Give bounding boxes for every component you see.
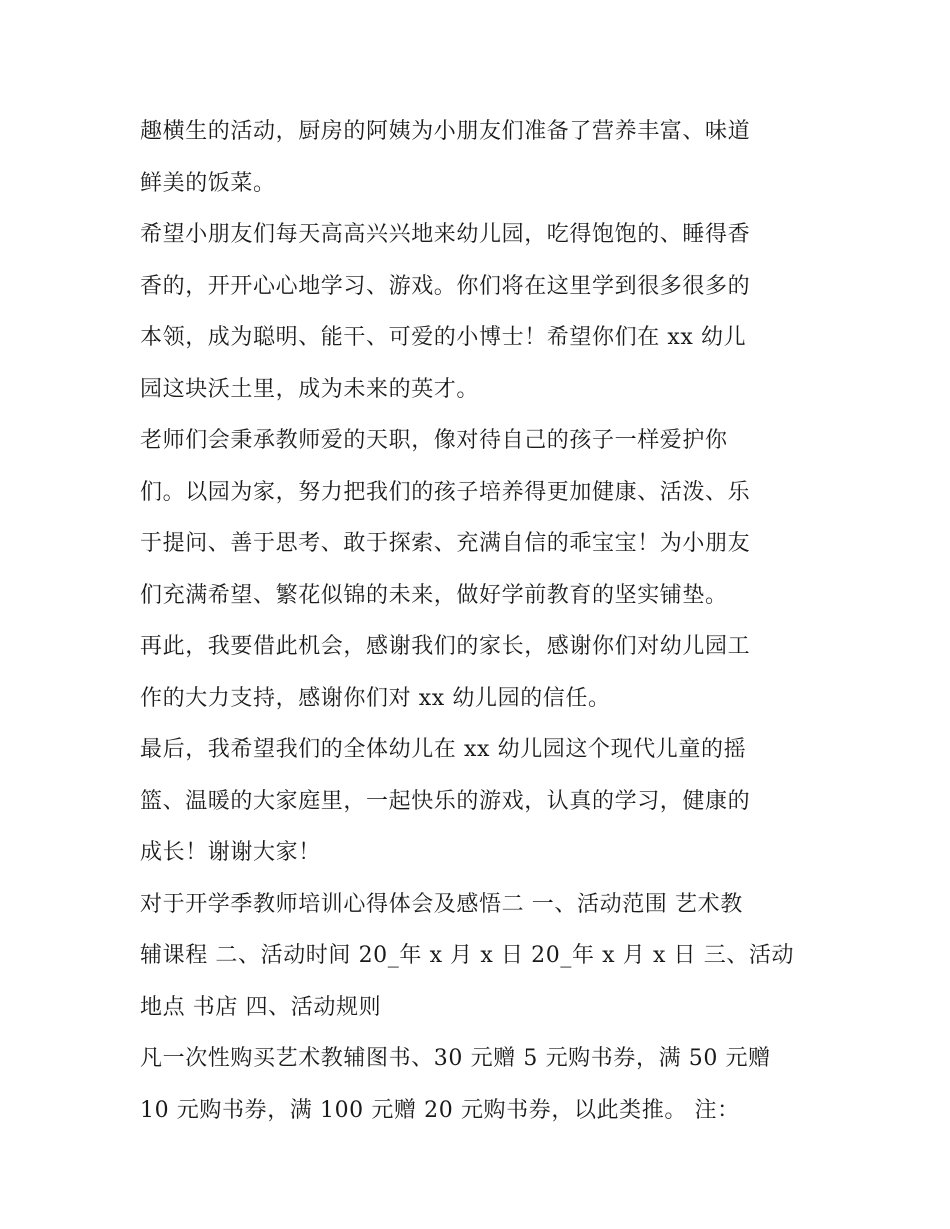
text-line: 老师们会秉承教师爱的天职，像对待自己的孩子一样爱护你: [140, 428, 728, 453]
text-line: 对于开学季教师培训心得体会及感悟二 一、活动范围 艺术教: [140, 891, 743, 917]
text-line: 们。以园为家，努力把我们的孩子培养得更加健康、活泼、乐: [140, 479, 751, 505]
text-line: 再此，我要借此机会，感谢我们的家长，感谢你们对幼儿园工: [140, 634, 751, 659]
text-line: 们充满希望、繁花似锦的未来，做好学前教育的坚实铺垫。: [140, 582, 728, 608]
text-line: 最后，我希望我们的全体幼儿在 xx 幼儿园这个现代儿童的摇: [140, 737, 747, 762]
text-line: 辅课程 二、活动时间 20_年 x 月 x 日 20_年 x 月 x 日 三、活动: [140, 943, 795, 968]
text-line: 成长！谢谢大家！: [140, 840, 321, 865]
text-line: 地点 书店 四、活动规则: [140, 994, 382, 1020]
text-line: 趣横生的活动，厨房的阿姨为小朋友们准备了营养丰富、味道: [140, 119, 751, 144]
text-line: 希望小朋友们每天高高兴兴地来幼儿园，吃得饱饱的、睡得香: [140, 222, 751, 247]
text-line: 篮、温暖的大家庭里，一起快乐的游戏，认真的学习，健康的: [140, 788, 751, 814]
text-line: 作的大力支持，感谢你们对 xx 幼儿园的信任。: [140, 685, 611, 711]
text-line: 本领，成为聪明、能干、可爱的小博士！希望你们在 xx 幼儿: [140, 325, 747, 350]
text-line: 于提问、善于思考、敢于探索、充满自信的乖宝宝！为小朋友: [140, 531, 751, 556]
text-line: 香的，开开心心地学习、游戏。你们将在这里学到很多很多的: [140, 273, 751, 299]
text-line: 鲜美的饭菜。: [140, 170, 276, 196]
text-line: 10 元购书券，满 100 元赠 20 元购书券，以此类推。 注：: [140, 1097, 740, 1123]
document-body: [140, 106, 820, 1136]
text-line: 凡一次性购买艺术教辅图书、30 元赠 5 元购书券，满 50 元赠: [140, 1046, 771, 1071]
text-line: 园这块沃土里，成为未来的英才。: [140, 376, 480, 402]
